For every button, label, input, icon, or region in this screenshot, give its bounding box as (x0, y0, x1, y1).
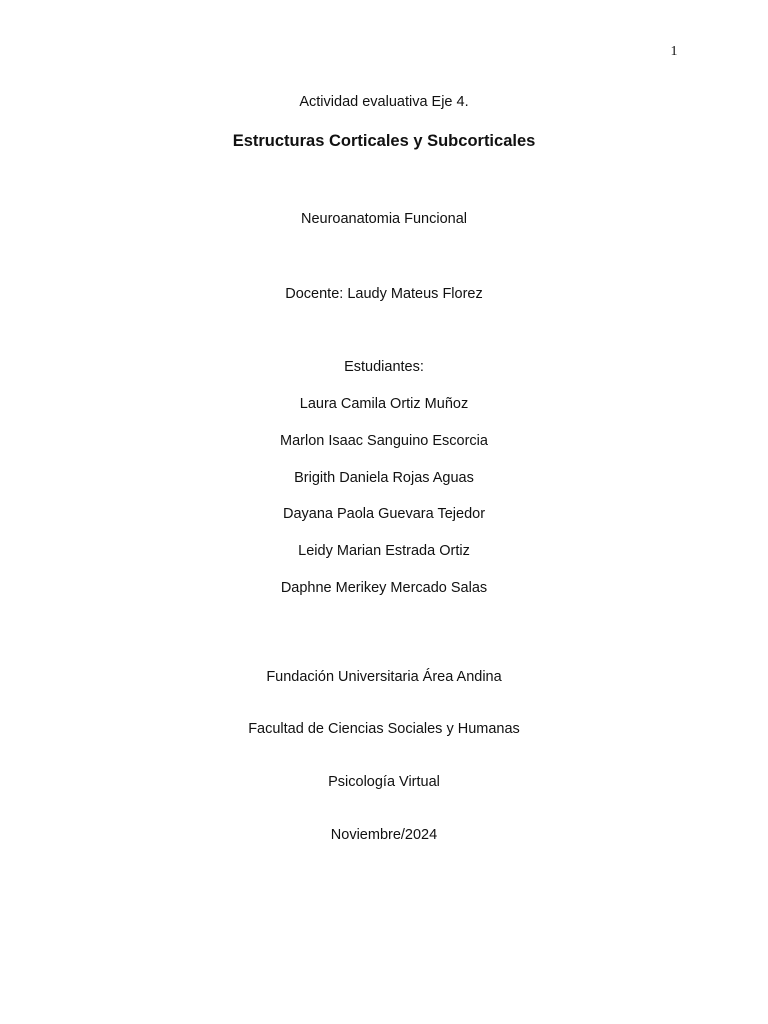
student-name: Laura Camila Ortiz Muñoz (299, 396, 469, 412)
student-name: Marlon Isaac Sanguino Escorcia (280, 433, 488, 449)
teacher-line: Docente: Laudy Mateus Florez (285, 286, 483, 302)
course-name: Neuroanatomia Funcional (300, 211, 468, 227)
document-title: Estructuras Corticales y Subcorticales (232, 132, 536, 150)
activity-line: Actividad evaluativa Eje 4. (299, 94, 469, 110)
student-name: Daphne Merikey Mercado Salas (280, 580, 488, 596)
institution-name: Fundación Universitaria Área Andina (266, 669, 502, 685)
student-name: Dayana Paola Guevara Tejedor (282, 506, 486, 522)
student-name: Leidy Marian Estrada Ortiz (298, 543, 470, 559)
student-name: Brigith Daniela Rojas Aguas (294, 470, 474, 486)
faculty-name: Facultad de Ciencias Sociales y Humanas (248, 721, 520, 737)
page-number: 1 (670, 44, 678, 59)
students-label: Estudiantes: (344, 359, 424, 375)
document-date: Noviembre/2024 (330, 827, 438, 843)
program-name: Psicología Virtual (328, 774, 440, 790)
